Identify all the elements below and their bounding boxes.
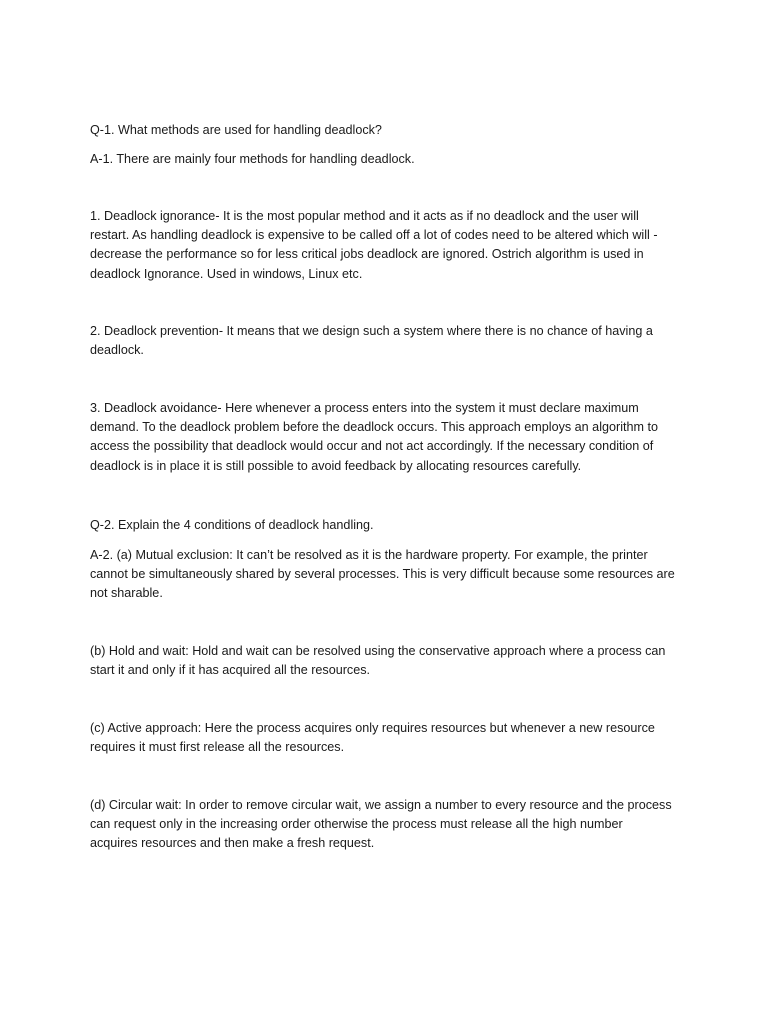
condition-mutual-exclusion: A-2. (a) Mutual exclusion: It can’t be resolved as it is the hardware property. For example, the printer cannot be simultaneously shared by several processes. This is very difficult because some resources are not sharable. [90,548,675,601]
question-1: Q-1. What methods are used for handling deadlock? [90,123,382,137]
condition-circular-wait: (d) Circular wait: In order to remove circular wait, we assign a number to every resource and the process can request only in the increasing order otherwise the process must release all the high number acquires resources and then make a fresh request. [90,798,672,851]
answer-1-intro: A-1. There are mainly four methods for handling deadlock. [90,152,415,166]
condition-active-approach: (c) Active approach: Here the process acquires only requires resources but whenever a new resource requires it must first release all the resources. [90,721,655,755]
question-2: Q-2. Explain the 4 conditions of deadlock handling. [90,518,374,532]
method-deadlock-ignorance: 1. Deadlock ignorance- It is the most popular method and it acts as if no deadlock and the user will restart. As handling deadlock is expensive to be called off a lot of codes need to be altered which will - decrease the performance so for less critical jobs deadlock are ignored. Ostrich algorithm is used in deadlock Ignorance. Used in windows, Linux etc. [90,209,658,281]
method-deadlock-avoidance: 3. Deadlock avoidance- Here whenever a process enters into the system it must declare maximum demand. To the deadlock problem before the deadlock occurs. This approach employs an algorithm to access the possibility that deadlock would occur and not act accordingly. If the necessary condition of deadlock is in place it is still possible to avoid feedback by allocating resources carefully. [90,401,658,473]
method-deadlock-prevention: 2. Deadlock prevention- It means that we design such a system where there is no chance of having a deadlock. [90,324,653,358]
condition-hold-and-wait: (b) Hold and wait: Hold and wait can be resolved using the conservative approach where a process can start it and only if it has acquired all the resources. [90,644,666,678]
